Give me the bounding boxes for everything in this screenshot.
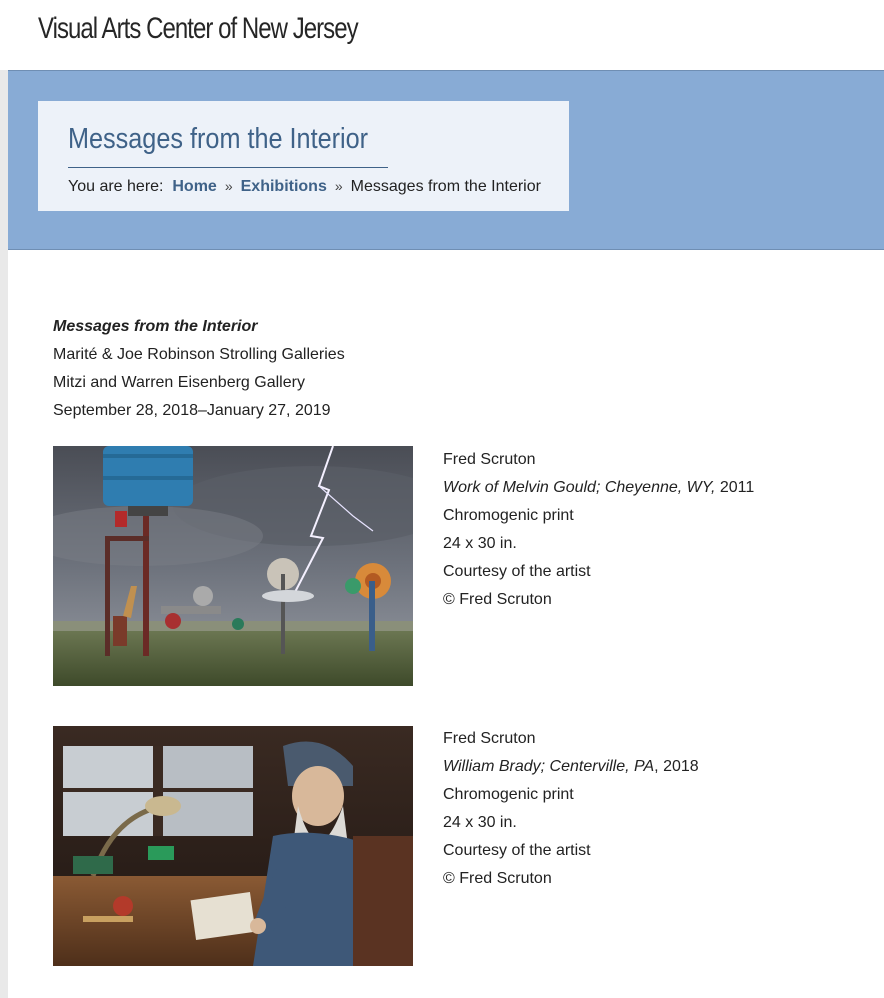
gallery-name: Marité & Joe Robinson Strolling Galleries [53, 346, 345, 363]
double-chevron-right-icon: » [224, 178, 233, 194]
artwork-image-melvin-gould[interactable] [53, 446, 413, 686]
breadcrumb-exhibitions-link[interactable]: Exhibitions [240, 178, 327, 195]
exhibition-dates: September 28, 2018–January 27, 2019 [53, 402, 331, 419]
title-underline [68, 167, 388, 168]
artwork-title: William Brady; Centerville, PA [443, 758, 655, 775]
artwork-title: Work of Melvin Gould; Cheyenne, WY, [443, 479, 716, 496]
artist-name: Fred Scruton [443, 451, 536, 468]
artwork-dimensions: 24 x 30 in. [443, 535, 517, 552]
page-banner [8, 70, 884, 250]
artwork-image-graphic [53, 726, 413, 966]
artwork-dimensions: 24 x 30 in. [443, 814, 517, 831]
artwork-caption [443, 446, 754, 614]
artwork-copyright: © Fred Scruton [443, 870, 552, 887]
artwork-title-line [443, 474, 754, 502]
artwork-medium: Chromogenic print [443, 507, 574, 524]
breadcrumb-prefix: You are here: [68, 178, 164, 195]
artwork-title-line [443, 753, 699, 781]
artwork-image-william-brady[interactable] [53, 726, 413, 966]
breadcrumb-current: Messages from the Interior [350, 178, 541, 195]
site-logo-link[interactable] [0, 0, 884, 70]
exhibition-info [53, 313, 345, 425]
artwork-credit: Courtesy of the artist [443, 842, 591, 859]
artwork-credit: Courtesy of the artist [443, 563, 591, 580]
page-title: Messages from the Interior [68, 123, 369, 155]
artwork-caption [443, 725, 699, 893]
breadcrumb [68, 178, 541, 196]
artist-name: Fred Scruton [443, 730, 536, 747]
artwork-image-graphic [53, 446, 413, 686]
gallery-name: Mitzi and Warren Eisenberg Gallery [53, 374, 305, 391]
artwork-year: 2011 [719, 479, 755, 496]
artwork-copyright: © Fred Scruton [443, 591, 552, 608]
double-chevron-right-icon: » [334, 178, 343, 194]
breadcrumb-home-link[interactable]: Home [172, 178, 217, 195]
site-logo: Visual Arts Center of New Jersey [38, 12, 358, 45]
artwork-medium: Chromogenic print [443, 786, 574, 803]
title-card [38, 101, 569, 211]
exhibition-title: Messages from the Interior [53, 318, 258, 335]
artwork-year: , 2018 [654, 758, 699, 775]
